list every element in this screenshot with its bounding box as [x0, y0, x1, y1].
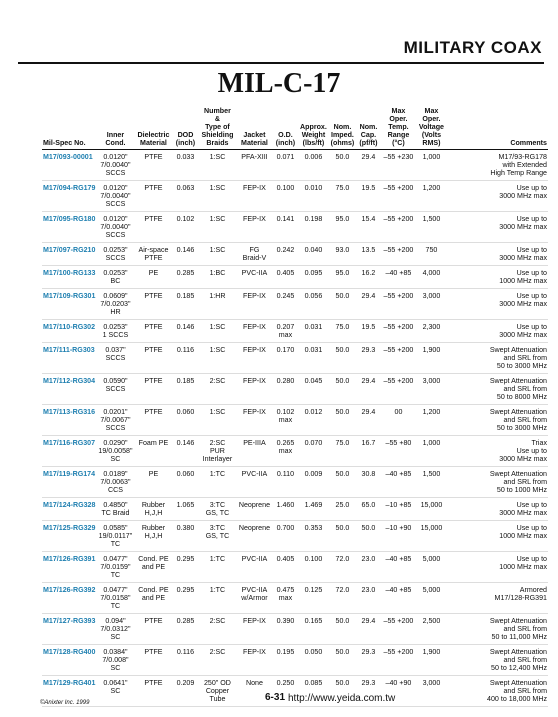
- table-cell: 0.0253" 1 SCCS: [96, 320, 134, 343]
- table-cell: 3,000: [416, 374, 446, 405]
- table-cell: 0.045: [298, 374, 328, 405]
- table-cell: PTFE: [134, 343, 172, 374]
- table-cell: 0.070: [298, 436, 328, 467]
- table-cell: 0.353: [298, 521, 328, 552]
- mil-spec-number: M17/127-RG393: [42, 614, 96, 645]
- table-row: [42, 266, 548, 289]
- table-cell: 75.0: [328, 436, 356, 467]
- table-cell: 0.006: [298, 150, 328, 181]
- table-cell: 15,000: [416, 521, 446, 552]
- table-cell: –55 +200: [380, 181, 416, 212]
- table-cell: 2:SC PUR Interlayer: [198, 436, 236, 467]
- mil-spec-number: M17/111-RG303: [42, 343, 96, 374]
- table-cell: 1:TC: [198, 583, 236, 614]
- table-cell: 0.0253" BC: [96, 266, 134, 289]
- table-cell: –40 +85: [380, 552, 416, 583]
- table-row: [42, 614, 548, 645]
- table-cell: Swept Attenuation and SRL from 50 to 3000 MHz: [446, 343, 548, 374]
- table-cell: 0.031: [298, 343, 328, 374]
- table-row: [42, 521, 548, 552]
- table-cell: 0.285: [172, 266, 198, 289]
- col-header: Nom. Imped. (ohms): [328, 107, 356, 150]
- table-cell: 1.469: [298, 498, 328, 521]
- table-cell: Rubber H,J,H: [134, 521, 172, 552]
- table-cell: 0.0641" SC: [96, 676, 134, 707]
- mil-spec-number: M17/116-RG307: [42, 436, 96, 467]
- table-cell: 19.5: [356, 181, 380, 212]
- table-cell: 29.4: [356, 150, 380, 181]
- table-cell: FEP-IX: [236, 181, 272, 212]
- table-cell: 1,000: [416, 436, 446, 467]
- col-header: Number & Type of Shielding Braids: [198, 107, 236, 150]
- table-cell: 2,500: [416, 614, 446, 645]
- table-row: [42, 343, 548, 374]
- table-cell: 0.010: [298, 181, 328, 212]
- table-cell: 50.0: [328, 645, 356, 676]
- table-cell: 0.146: [172, 436, 198, 467]
- table-cell: 1:TC: [198, 552, 236, 583]
- spec-table: [42, 107, 548, 707]
- table-cell: 0.0477" 7/0.0158" TC: [96, 583, 134, 614]
- table-cell: 29.3: [356, 645, 380, 676]
- table-cell: 50.0: [328, 343, 356, 374]
- table-cell: Armored M17/128-RG391: [446, 583, 548, 614]
- table-cell: 75.0: [328, 320, 356, 343]
- mil-spec-number: M17/126-RG392: [42, 583, 96, 614]
- table-row: [42, 552, 548, 583]
- table-cell: PVC-IIA: [236, 467, 272, 498]
- table-cell: 0.085: [298, 676, 328, 707]
- mil-spec-number: M17/095-RG180: [42, 212, 96, 243]
- mil-spec-number: M17/093-00001: [42, 150, 96, 181]
- table-cell: Swept Attenuation and SRL from 400 to 18,000 MHz: [446, 676, 548, 707]
- mil-spec-number: M17/126-RG391: [42, 552, 96, 583]
- table-cell: 3:TC GS, TC: [198, 521, 236, 552]
- table-cell: 65.0: [356, 498, 380, 521]
- table-cell: Use up to 3000 MHz max: [446, 320, 548, 343]
- table-cell: 0.031: [298, 320, 328, 343]
- table-cell: 0.102 max: [272, 405, 298, 436]
- table-cell: 0.146: [172, 320, 198, 343]
- table-cell: 0.285: [172, 614, 198, 645]
- table-cell: 1:SC: [198, 243, 236, 266]
- table-cell: 00: [380, 405, 416, 436]
- table-cell: 23.0: [356, 583, 380, 614]
- table-cell: 0.295: [172, 583, 198, 614]
- col-header: Dielectric Material: [134, 107, 172, 150]
- table-cell: –40 +85: [380, 266, 416, 289]
- table-cell: –55 +200: [380, 243, 416, 266]
- mil-spec-number: M17/119-RG174: [42, 467, 96, 498]
- table-cell: 1,500: [416, 212, 446, 243]
- table-cell: Swept Attenuation and SRL from 50 to 3000 MHz: [446, 405, 548, 436]
- table-cell: Swept Attenuation and SRL from 50 to 8000 MHz: [446, 374, 548, 405]
- table-cell: 50.0: [328, 150, 356, 181]
- table-cell: 5,000: [416, 552, 446, 583]
- table-cell: 0.125: [298, 583, 328, 614]
- table-cell: 0.198: [298, 212, 328, 243]
- table-cell: 2:SC: [198, 645, 236, 676]
- table-cell: 0.0120" 7/0.0040" SCCS: [96, 150, 134, 181]
- table-cell: 0.242: [272, 243, 298, 266]
- table-cell: 0.063: [172, 181, 198, 212]
- table-cell: 3,000: [416, 676, 446, 707]
- mil-spec-number: M17/110-RG302: [42, 320, 96, 343]
- table-cell: PTFE: [134, 676, 172, 707]
- table-cell: 0.4850" TC Braid: [96, 498, 134, 521]
- table-cell: 0.700: [272, 521, 298, 552]
- table-cell: 0.0585" 19/0.0117" TC: [96, 521, 134, 552]
- table-row: [42, 405, 548, 436]
- table-cell: 50.0: [328, 374, 356, 405]
- table-cell: –55 +200: [380, 289, 416, 320]
- table-cell: 0.146: [172, 243, 198, 266]
- table-cell: 50.0: [328, 405, 356, 436]
- table-body: [42, 150, 548, 707]
- table-cell: 1:SC: [198, 150, 236, 181]
- table-cell: 1,500: [416, 467, 446, 498]
- table-cell: 0.250: [272, 676, 298, 707]
- table-row: [42, 320, 548, 343]
- table-cell: 25.0: [328, 498, 356, 521]
- table-cell: 1,900: [416, 645, 446, 676]
- table-cell: 0.0201" 7/0.0067" SCCS: [96, 405, 134, 436]
- table-cell: 0.390: [272, 614, 298, 645]
- table-cell: 0.110: [272, 467, 298, 498]
- table-cell: 0.012: [298, 405, 328, 436]
- table-row: [42, 243, 548, 266]
- table-cell: Use up to 3000 MHz max: [446, 498, 548, 521]
- table-cell: PTFE: [134, 150, 172, 181]
- table-cell: 1:HR: [198, 289, 236, 320]
- table-cell: FEP-IX: [236, 320, 272, 343]
- table-cell: 0.100: [272, 181, 298, 212]
- table-cell: PFA-XIII: [236, 150, 272, 181]
- table-cell: 2,300: [416, 320, 446, 343]
- table-cell: 50.0: [328, 614, 356, 645]
- table-cell: 2:SC: [198, 614, 236, 645]
- mil-spec-number: M17/094-RG179: [42, 181, 96, 212]
- table-cell: FEP-IX: [236, 289, 272, 320]
- table-cell: PTFE: [134, 289, 172, 320]
- table-row: [42, 289, 548, 320]
- table-cell: Swept Attenuation and SRL from 50 to 12,400 MHz: [446, 645, 548, 676]
- table-row: [42, 150, 548, 181]
- table-cell: 72.0: [328, 552, 356, 583]
- table-cell: 0.185: [172, 374, 198, 405]
- table-cell: 0.071: [272, 150, 298, 181]
- mil-spec-number: M17/124-RG328: [42, 498, 96, 521]
- table-row: [42, 498, 548, 521]
- table-cell: –10 +90: [380, 521, 416, 552]
- table-cell: 50.0: [328, 467, 356, 498]
- table-cell: –55 +200: [380, 320, 416, 343]
- mil-spec-number: M17/113-RG316: [42, 405, 96, 436]
- table-cell: PVC-IIA: [236, 266, 272, 289]
- table-cell: 2:SC: [198, 374, 236, 405]
- col-header: Comments: [446, 107, 548, 150]
- table-cell: –55 +200: [380, 212, 416, 243]
- table-cell: 95.0: [328, 266, 356, 289]
- table-cell: 0.195: [272, 645, 298, 676]
- table-cell: 95.0: [328, 212, 356, 243]
- table-cell: 0.165: [298, 614, 328, 645]
- section-title: MILITARY COAX: [403, 38, 542, 57]
- table-cell: Use up to 1000 MHz max: [446, 266, 548, 289]
- table-cell: 0.170: [272, 343, 298, 374]
- table-cell: 29.3: [356, 676, 380, 707]
- table-cell: 15,000: [416, 498, 446, 521]
- table-cell: 50.0: [328, 289, 356, 320]
- table-cell: 0.475 max: [272, 583, 298, 614]
- table-cell: 0.0120" 7/0.0040" SCCS: [96, 181, 134, 212]
- col-header: Jacket Material: [236, 107, 272, 150]
- table-cell: FEP-IX: [236, 212, 272, 243]
- table-cell: 0.0477" 7/0.0159" TC: [96, 552, 134, 583]
- table-cell: 0.009: [298, 467, 328, 498]
- table-cell: 0.0290" 19/0.0058" SC: [96, 436, 134, 467]
- table-cell: Triax Use up to 3000 MHz max: [446, 436, 548, 467]
- table-cell: Use up to 3000 MHz max: [446, 181, 548, 212]
- table-cell: 1,000: [416, 150, 446, 181]
- mil-spec-number: M17/125-RG329: [42, 521, 96, 552]
- table-cell: PTFE: [134, 405, 172, 436]
- col-header: Max Oper. Voltage (Volts RMS): [416, 107, 446, 150]
- table-cell: 3:TC GS, TC: [198, 498, 236, 521]
- col-header: O.D. (inch): [272, 107, 298, 150]
- table-cell: FEP-IX: [236, 645, 272, 676]
- table-cell: 1.065: [172, 498, 198, 521]
- footer-url: http://www.yeida.com.tw: [288, 693, 396, 704]
- table-cell: PTFE: [134, 645, 172, 676]
- col-header: Mil-Spec No.: [42, 107, 96, 150]
- page-number: 6-31: [265, 692, 286, 703]
- table-cell: Use up to 3000 MHz max: [446, 243, 548, 266]
- table-cell: Air-space PTFE: [134, 243, 172, 266]
- table-cell: PE: [134, 266, 172, 289]
- table-cell: 1:BC: [198, 266, 236, 289]
- table-cell: 1:TC: [198, 467, 236, 498]
- table-cell: 50.0: [328, 521, 356, 552]
- mil-spec-number: M17/109-RG301: [42, 289, 96, 320]
- copyright-text: ©Anixter Inc. 1999: [40, 700, 90, 706]
- table-cell: 0.207 max: [272, 320, 298, 343]
- table-cell: 1:SC: [198, 320, 236, 343]
- table-cell: Use up to 1000 MHz max: [446, 552, 548, 583]
- table-cell: FEP-IX: [236, 343, 272, 374]
- document-title: MIL-C-17: [217, 68, 341, 99]
- table-cell: 0.060: [172, 405, 198, 436]
- table-cell: –40 +85: [380, 583, 416, 614]
- table-cell: FG Braid-V: [236, 243, 272, 266]
- table-cell: 1:SC: [198, 405, 236, 436]
- table-cell: –55 +200: [380, 645, 416, 676]
- table-cell: 29.4: [356, 374, 380, 405]
- table-cell: 0.405: [272, 266, 298, 289]
- col-header: DOD (inch): [172, 107, 198, 150]
- table-cell: 0.095: [298, 266, 328, 289]
- mil-spec-number: M17/128-RG400: [42, 645, 96, 676]
- table-cell: Use up to 1000 MHz max: [446, 521, 548, 552]
- table-cell: 0.0189" 7/0.0063" CCS: [96, 467, 134, 498]
- mil-spec-number: M17/097-RG210: [42, 243, 96, 266]
- table-row: [42, 467, 548, 498]
- table-cell: 0.295: [172, 552, 198, 583]
- table-cell: 1,200: [416, 181, 446, 212]
- table-cell: 13.5: [356, 243, 380, 266]
- col-header: Inner Cond.: [96, 107, 134, 150]
- table-row: [42, 374, 548, 405]
- table-cell: PVC-IIA w/Armor: [236, 583, 272, 614]
- table-cell: Rubber H,J,H: [134, 498, 172, 521]
- table-cell: 5,000: [416, 583, 446, 614]
- table-cell: 1,900: [416, 343, 446, 374]
- table-cell: None: [236, 676, 272, 707]
- table-cell: 0.380: [172, 521, 198, 552]
- table-cell: 23.0: [356, 552, 380, 583]
- table-cell: 0.405: [272, 552, 298, 583]
- table-cell: Swept Attenuation and SRL from 50 to 11,000 MHz: [446, 614, 548, 645]
- table-cell: Cond. PE and PE: [134, 583, 172, 614]
- table-cell: 50.0: [328, 676, 356, 707]
- table-row: [42, 436, 548, 467]
- table-cell: –55 +200: [380, 374, 416, 405]
- table-cell: –40 +90: [380, 676, 416, 707]
- table-cell: PE: [134, 467, 172, 498]
- table-cell: 29.4: [356, 289, 380, 320]
- table-row: [42, 181, 548, 212]
- table-cell: PTFE: [134, 212, 172, 243]
- table-cell: 29.3: [356, 343, 380, 374]
- table-cell: –40 +85: [380, 467, 416, 498]
- table-cell: 0.141: [272, 212, 298, 243]
- table-cell: PTFE: [134, 374, 172, 405]
- table-row: [42, 645, 548, 676]
- table-cell: FEP-IX: [236, 614, 272, 645]
- mil-spec-number: M17/100-RG133: [42, 266, 96, 289]
- table-cell: PTFE: [134, 614, 172, 645]
- table-cell: 0.037" SCCS: [96, 343, 134, 374]
- table-cell: 1,200: [416, 405, 446, 436]
- table-cell: 72.0: [328, 583, 356, 614]
- table-cell: 1:SC: [198, 343, 236, 374]
- table-cell: 750: [416, 243, 446, 266]
- table-cell: 250" OD Copper Tube: [198, 676, 236, 707]
- table-cell: 16.7: [356, 436, 380, 467]
- col-header: Max Oper. Temp. Range (°C): [380, 107, 416, 150]
- table-cell: 0.209: [172, 676, 198, 707]
- table-header-row: [42, 107, 548, 150]
- table-cell: M17/93-RG178 with Extended High Temp Range: [446, 150, 548, 181]
- table-cell: 30.8: [356, 467, 380, 498]
- section-header: [18, 38, 544, 64]
- table-cell: 93.0: [328, 243, 356, 266]
- table-cell: 15.4: [356, 212, 380, 243]
- table-cell: PE-IIIA: [236, 436, 272, 467]
- table-cell: 29.4: [356, 614, 380, 645]
- mil-spec-number: M17/129-RG401: [42, 676, 96, 707]
- col-header: Approx. Weight (lbs/ft): [298, 107, 328, 150]
- table-cell: 0.0384" 7/0.008" SC: [96, 645, 134, 676]
- table-cell: 4,000: [416, 266, 446, 289]
- table-cell: 0.033: [172, 150, 198, 181]
- table-cell: 3,000: [416, 289, 446, 320]
- mil-spec-number: M17/112-RG304: [42, 374, 96, 405]
- table-cell: PVC-IIA: [236, 552, 272, 583]
- table-cell: 0.0609" 7/0.0203" HR: [96, 289, 134, 320]
- table-cell: 0.280: [272, 374, 298, 405]
- col-header: Nom. Cap. (pf/ft): [356, 107, 380, 150]
- table-cell: Swept Attenuation and SRL from 50 to 1000 MHz: [446, 467, 548, 498]
- table-cell: PTFE: [134, 181, 172, 212]
- table-cell: 0.056: [298, 289, 328, 320]
- table-cell: –55 +200: [380, 614, 416, 645]
- table-cell: 0.0120" 7/0.0040" SCCS: [96, 212, 134, 243]
- table-cell: Foam PE: [134, 436, 172, 467]
- table-cell: 0.245: [272, 289, 298, 320]
- table-row: [42, 212, 548, 243]
- table-cell: 0.102: [172, 212, 198, 243]
- table-cell: 0.060: [172, 467, 198, 498]
- table-cell: 0.094" 7/0.0312" SC: [96, 614, 134, 645]
- table-cell: 0.0253" SCCS: [96, 243, 134, 266]
- table-cell: FEP-IX: [236, 405, 272, 436]
- table-cell: 0.116: [172, 645, 198, 676]
- table-cell: 0.040: [298, 243, 328, 266]
- table-cell: 29.4: [356, 405, 380, 436]
- table-cell: Neoprene: [236, 521, 272, 552]
- table-cell: 0.050: [298, 645, 328, 676]
- table-cell: Neoprene: [236, 498, 272, 521]
- table-cell: 0.185: [172, 289, 198, 320]
- table-cell: 1:SC: [198, 181, 236, 212]
- table-cell: 0.116: [172, 343, 198, 374]
- table-cell: FEP-IX: [236, 374, 272, 405]
- table-cell: –55 +230: [380, 150, 416, 181]
- table-cell: 19.5: [356, 320, 380, 343]
- table-cell: –55 +80: [380, 436, 416, 467]
- header-rule: [18, 62, 544, 64]
- table-cell: 0.100: [298, 552, 328, 583]
- table-row: [42, 583, 548, 614]
- table-cell: Use up to 3000 MHz max: [446, 289, 548, 320]
- table-cell: 0.0590" SCCS: [96, 374, 134, 405]
- table-cell: 16.2: [356, 266, 380, 289]
- table-cell: 75.0: [328, 181, 356, 212]
- table-cell: Use up to 3000 MHz max: [446, 212, 548, 243]
- table-cell: 1.460: [272, 498, 298, 521]
- table-cell: –10 +85: [380, 498, 416, 521]
- table-cell: PTFE: [134, 320, 172, 343]
- table-cell: Cond. PE and PE: [134, 552, 172, 583]
- table-cell: –55 +200: [380, 343, 416, 374]
- table-cell: 50.0: [356, 521, 380, 552]
- table-cell: 0.265 max: [272, 436, 298, 467]
- table-cell: 1:SC: [198, 212, 236, 243]
